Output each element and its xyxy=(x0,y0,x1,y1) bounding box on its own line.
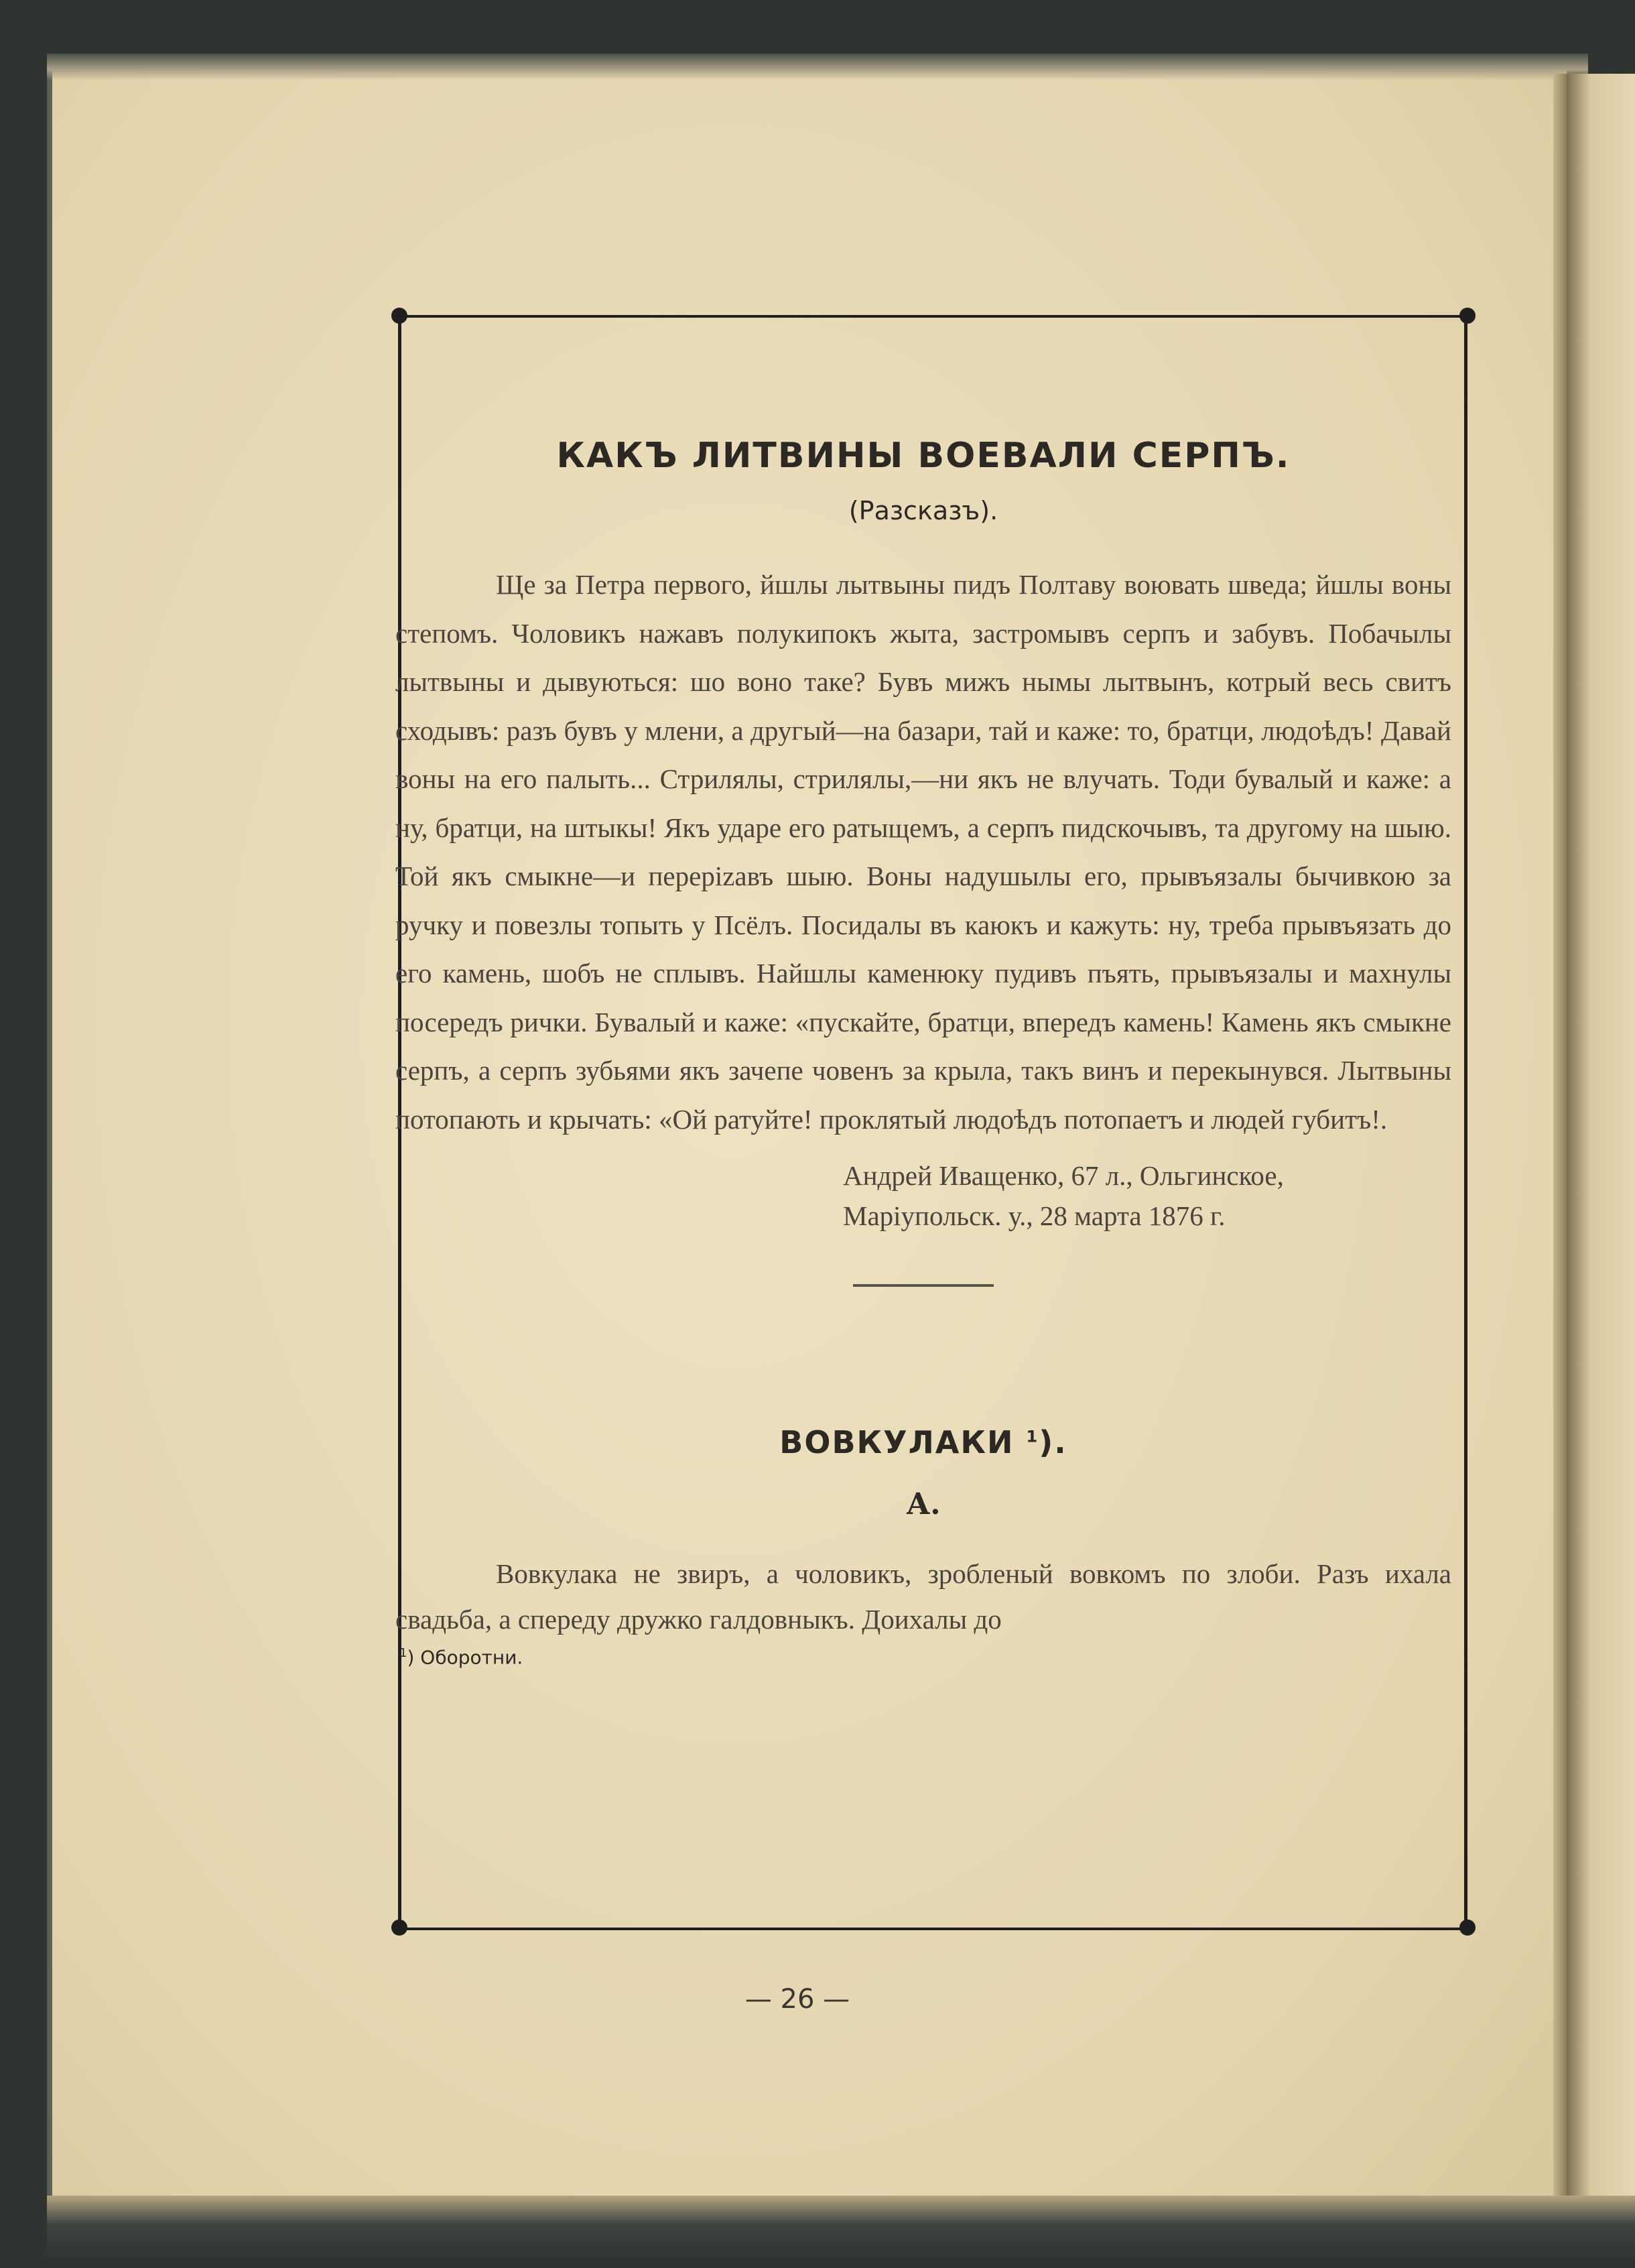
article-body: Ще за Петра первого, йшлы лытвыны пидъ Полтаву воювать шведа; йшлы воны степомъ. Чоловикъ нажавъ полукипокъ жыта, застромывъ серпъ и забувъ. Побачылы лытвыны и дывуються: шо воно таке? Бувъ мижъ нымы лытвынъ, котрый весь свитъ сходывъ: разъ бувъ у млени, а другый—на базари, тай и каже: то, братци, людоѣдъ! Давай воны на его палыть... Стрилялы, стрилялы,—ни якъ не влучать. Тоди бувалый и каже: а ну, братци, на штыкы! Якъ ударе его ратыщемъ, а серпъ пидскочывъ, та другому на шыю. Той якъ смыкне—и перерizавъ шыю. Воны надушылы его, прывъязалы бычивкою за ручку и повезлы топыть у Псёлъ. Посидалы въ каюкъ и кажуть: ну, треба прывъязать до его камень, шобъ не сплывъ. Найшлы каменюку пудивъ пъять, прывъязалы и махнулы посередъ рички. Бувалый и каже: «пускайте, братци, впередъ камень! Камень якъ смыкне серпъ, а серпъ зубьями якъ зачепе човенъ за крыла, такъ винъ и перекынувся. Лытвыны потопають и крычать: «Ой ратуйте! проклятый людоѣдъ потопаетъ и людей губитъ!. xyxy=(395,569,1451,1135)
frame-corner-ornament xyxy=(391,1919,407,1936)
section-divider xyxy=(853,1284,994,1287)
next-page-edge xyxy=(1567,74,1635,2218)
section-title-text: ВОВКУЛАКИ xyxy=(779,1424,1015,1460)
frame-corner-ornament xyxy=(1459,308,1476,324)
author-signature xyxy=(843,1155,1451,1236)
subsection-letter: А. xyxy=(906,1487,941,1521)
signature-line: Андрей Иващенко, 67 л., Ольгинское, xyxy=(843,1160,1284,1191)
footnote-reference: 1 xyxy=(1026,1427,1039,1446)
book-bottom-edge xyxy=(47,2196,1635,2268)
section-title-suffix: ). xyxy=(1039,1424,1067,1460)
article-subtitle: (Разсказъ). xyxy=(848,496,998,525)
section-body: Вовкулака не звиръ, а чоловикъ, зробленый вовкомъ по злоби. Разъ ихала свадьба, а спереду дружко галдовныкъ. Доихалы до xyxy=(395,1558,1451,1635)
page-number: — 26 — xyxy=(744,1984,850,2015)
frame-bottom-rule xyxy=(398,1928,1467,1930)
frame-corner-ornament xyxy=(391,308,407,324)
page-content xyxy=(395,436,1451,1668)
frame-corner-ornament xyxy=(1459,1919,1476,1936)
footnote xyxy=(399,1646,1451,1668)
footnote-mark: 1 xyxy=(399,1646,407,1660)
book-top-edge xyxy=(47,54,1588,80)
footnote-text: ) Оборотни. xyxy=(407,1646,523,1669)
article-title: КАКЪ ЛИТВИНЫ ВОЕВАЛИ СЕРПЪ. xyxy=(556,436,1291,476)
section-title xyxy=(395,1424,1451,1460)
frame-top-rule xyxy=(398,315,1467,318)
signature-line: Маріупольск. у., 28 марта 1876 г. xyxy=(843,1200,1226,1231)
